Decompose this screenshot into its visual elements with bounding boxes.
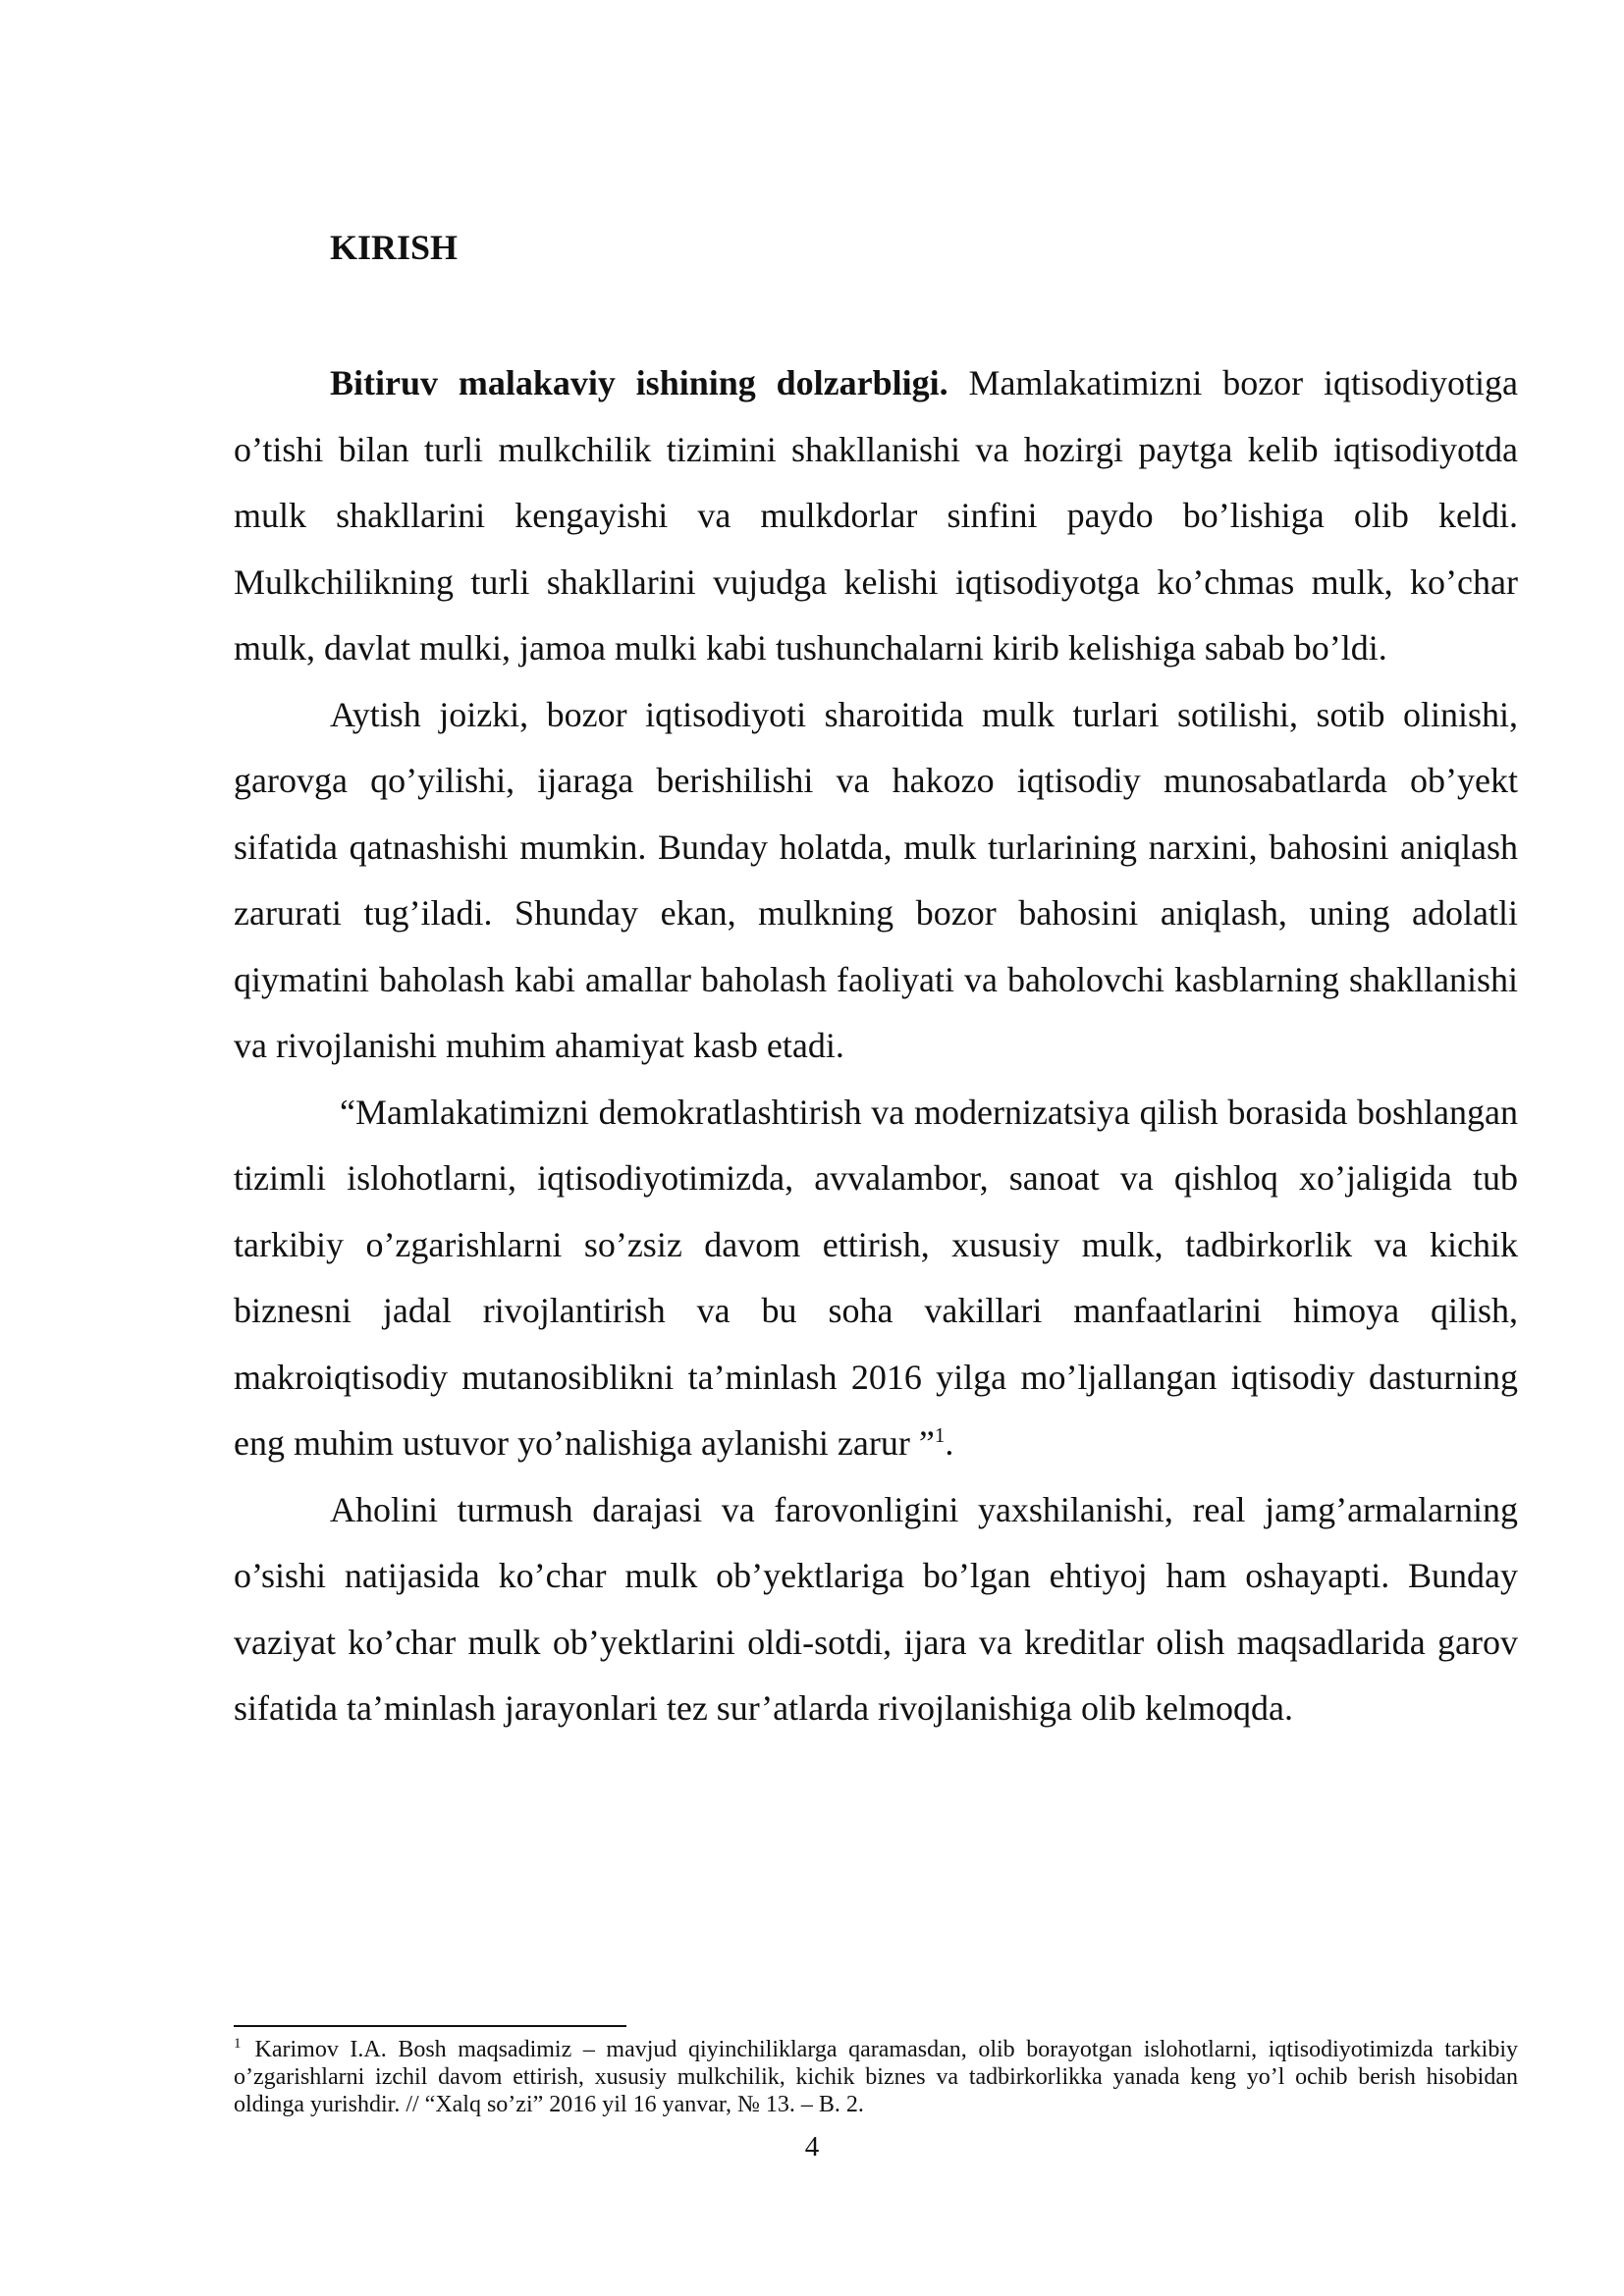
paragraph-market-valuation bbox=[234, 682, 1518, 1080]
paragraph-quotation bbox=[234, 1080, 1518, 1477]
quotation-text: “Mamlakatimizni demokratlashtirish va modernizatsiya qilish borasida boshlangan tizimli islohotlarni, iqtisodiyotimizda, avvalambor, sanoat va qishloq xo’jaligida tub tarkibiy o’zgarishlarni so’zsiz davom ettirish, xususiy mulk, tadbirkorlik va kichik biznesni jadal rivojlantirish va bu soha vakillari manfaatlarini himoya qilish, makroiqtisodiy mutanosiblikni ta’minlash 2016 yilga mo’ljallangan iqtisodiy dasturning eng muhim ustuvor yo’nalishiga aylanishi zarur ” bbox=[234, 1092, 1518, 1463]
footnote-divider bbox=[234, 2025, 626, 2027]
paragraph-text: Aytish joizki, bozor iqtisodiyoti sharoitida mulk turlari sotilishi, sotib olinishi, garovga qo’yilishi, ijaraga berishilishi va hakozo iqtisodiy munosabatlarda ob’yekt sifatida qatnashishi mumkin. Bunday holatda, mulk turlarining narxini, bahosini aniqlash zarurati tug’iladi. Shunday ekan, mulkning bozor bahosini aniqlash, uning adolatli qiymatini baholash kabi amallar baholash faoliyati va baholovchi kasblarning shakllanishi va rivojlanishi muhim ahamiyat kasb etadi. bbox=[234, 694, 1518, 1065]
paragraph-text: Mamlakatimizni bozor iqtisodiyotiga o’tishi bilan turli mulkchilik tizimini shakllanishi va hozirgi paytga kelib iqtisodiyotda mulk shakllarini kengayishi va mulkdorlar sinfini paydo bo’lishiga olib keldi. Mulkchilikning turli shakllarini vujudga kelishi iqtisodiyotga ko’chmas mulk, ko’char mulk, davlat mulki, jamoa mulki kabi tushunchalarni kirib kelishiga sabab bo’ldi. bbox=[234, 363, 1519, 667]
paragraph-welfare bbox=[234, 1477, 1518, 1742]
footnote-text: Karimov I.A. Bosh maqsadimiz – mavjud qiyinchiliklarga qaramasdan, olib borayotgan islohotlarni, iqtisodiyotimizda tarkibiy o’zgarishlarni izchil davom ettirish, xususiy mulkchilik, kichik biznes va tadbirkorlikka yanada keng yo’l ochib berish hisobidan oldinga yurishdir. // “Xalq so’zi” 2016 yil 16 yanvar, № 13. – B. 2. bbox=[234, 2037, 1518, 2117]
page-number: 4 bbox=[804, 2131, 820, 2163]
paragraph-relevance bbox=[234, 350, 1518, 682]
paragraph-text: Aholini turmush darajasi va farovonligini yaxshilanishi, real jamg’armalarning o’sishi natijasida ko’char mulk ob’yektlariga bo’lgan ehtiyoj ham oshayapti. Bunday vaziyat ko’char mulk ob’yektlarini oldi-sotdi, ijara va kreditlar olish maqsadlarida garov sifatida ta’minlash jarayonlari tez sur’atlarda rivojlanishiga olib kelmoqda. bbox=[234, 1489, 1518, 1728]
body-text bbox=[234, 350, 1518, 1742]
footnote bbox=[234, 2036, 1518, 2118]
paragraph-lead: Bitiruv malakaviy ishining dolzarbligi. bbox=[330, 363, 948, 402]
quotation-tail: . bbox=[945, 1423, 954, 1463]
footnote-mark: 1 bbox=[234, 2036, 242, 2052]
footnote-reference[interactable]: 1 bbox=[934, 1423, 946, 1447]
section-heading: KIRISH bbox=[330, 228, 459, 267]
